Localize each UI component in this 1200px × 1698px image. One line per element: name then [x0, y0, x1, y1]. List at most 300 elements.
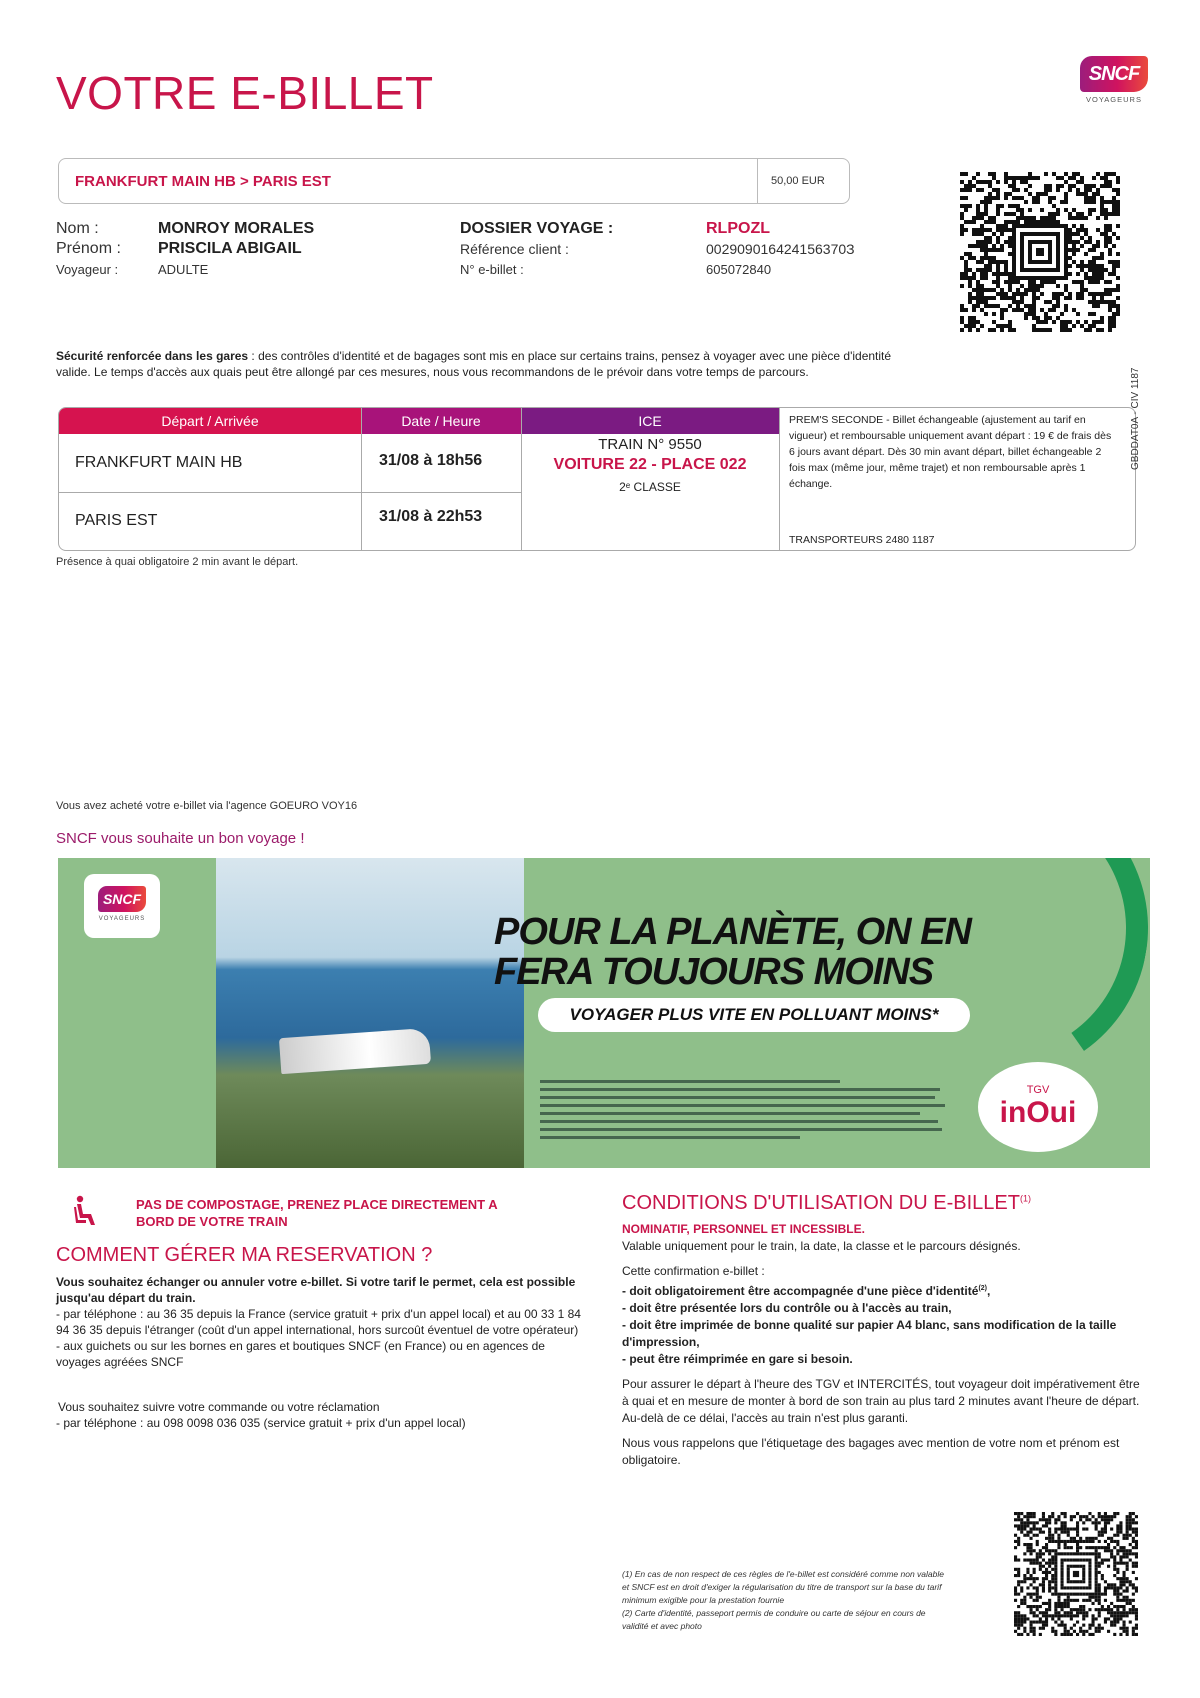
qr-module	[1068, 292, 1072, 296]
qr-module	[1020, 1524, 1023, 1527]
qr-module	[1024, 312, 1028, 316]
qr-module	[1026, 1549, 1029, 1552]
qr-module	[1057, 1534, 1060, 1537]
qr-module	[1088, 1568, 1091, 1571]
qr-module	[1020, 284, 1024, 288]
qr-module	[1000, 248, 1004, 252]
qr-module	[1028, 248, 1032, 252]
qr-module	[1070, 1614, 1073, 1617]
qr-module	[1104, 1580, 1107, 1583]
qr-module	[1067, 1630, 1070, 1633]
qr-module	[1123, 1608, 1126, 1611]
qr-module	[1079, 1537, 1082, 1540]
qr-module	[1113, 1515, 1116, 1518]
qr-module	[1119, 1583, 1122, 1586]
qr-module	[1092, 256, 1096, 260]
qr-module	[972, 320, 976, 324]
qr-module	[1085, 1518, 1088, 1521]
qr-module	[1014, 1540, 1017, 1543]
fare-conditions: PREM'S SECONDE - Billet échangeable (ajustement au tarif en vigueur) et remboursable uniquement avant départ : 19 € de frais dès 6 jours avant départ. Dès 30 min avant départ, billet échangeable 2 fois max (même jour, même trajet) et non remboursable après 1 échange.	[789, 414, 1112, 490]
qr-module	[1079, 1630, 1082, 1633]
qr-module	[1101, 1562, 1104, 1565]
qr-module	[1107, 1521, 1110, 1524]
qr-module	[1092, 276, 1096, 280]
qr-module	[1092, 1602, 1095, 1605]
qr-module	[1044, 316, 1048, 320]
qr-module	[1088, 1599, 1091, 1602]
qr-module	[1032, 280, 1036, 284]
qr-module	[1123, 1534, 1126, 1537]
qr-module	[1036, 1621, 1039, 1624]
qr-module	[1098, 1596, 1101, 1599]
qr-module	[1073, 1559, 1076, 1562]
footnote-2: (2) Carte d'identité, passeport permis de conduire ou carte de séjour en cours de validité et avec photo	[622, 1608, 926, 1631]
qr-module	[1108, 328, 1112, 332]
qr-module	[1110, 1586, 1113, 1589]
qr-module	[1023, 1543, 1026, 1546]
qr-module	[1116, 1599, 1119, 1602]
qr-module	[1017, 1543, 1020, 1546]
qr-module	[1008, 328, 1012, 332]
qr-module	[1042, 1602, 1045, 1605]
conditions-item: - doit obligatoirement être accompagnée d'une pièce d'identité$^{(2)}$,	[622, 1284, 991, 1298]
qr-module	[1061, 1524, 1064, 1527]
qr-module	[1017, 1627, 1020, 1630]
qr-module	[1008, 324, 1012, 328]
qr-module	[1012, 180, 1016, 184]
qr-module	[960, 256, 964, 260]
qr-module	[996, 192, 1000, 196]
qr-module	[1080, 288, 1084, 292]
qr-module	[1030, 1562, 1033, 1565]
qr-module	[1073, 1528, 1076, 1531]
qr-module	[1068, 212, 1072, 216]
qr-module	[1064, 1531, 1067, 1534]
qr-module	[1110, 1537, 1113, 1540]
qr-module	[1048, 220, 1052, 224]
qr-module	[1096, 320, 1100, 324]
qr-module	[1079, 1580, 1082, 1583]
qr-module	[1044, 260, 1048, 264]
qr-module	[1116, 288, 1120, 292]
qr-module	[1132, 1608, 1135, 1611]
qr-module	[1076, 1531, 1079, 1534]
qr-module	[1113, 1614, 1116, 1617]
qr-module	[1085, 1599, 1088, 1602]
qr-module	[992, 188, 996, 192]
conditions-item: - doit être présentée lors du contrôle ou à l'accès au train,	[622, 1301, 952, 1315]
qr-module	[984, 252, 988, 256]
qr-module	[1056, 252, 1060, 256]
qr-module	[1017, 1515, 1020, 1518]
qr-module	[1012, 204, 1016, 208]
qr-module	[1082, 1574, 1085, 1577]
qr-module	[984, 200, 988, 204]
qr-module	[980, 180, 984, 184]
qr-module	[1110, 1540, 1113, 1543]
route-divider	[757, 159, 758, 203]
qr-module	[1067, 1540, 1070, 1543]
qr-module	[1076, 172, 1080, 176]
qr-module	[1116, 1540, 1119, 1543]
qr-module	[1036, 1559, 1039, 1562]
ebillet-label: N° e-billet :	[460, 262, 524, 277]
qr-module	[1076, 1571, 1079, 1574]
qr-module	[1113, 1546, 1116, 1549]
qr-module	[1132, 1562, 1135, 1565]
qr-module	[1056, 264, 1060, 268]
qr-module	[1068, 176, 1072, 180]
qr-module	[1070, 1599, 1073, 1602]
qr-module	[1129, 1583, 1132, 1586]
qr-module	[980, 308, 984, 312]
qr-module	[972, 228, 976, 232]
qr-module	[1100, 208, 1104, 212]
qr-module	[1082, 1571, 1085, 1574]
qr-module	[1039, 1611, 1042, 1614]
qr-module	[1116, 188, 1120, 192]
qr-module	[1116, 1543, 1119, 1546]
qr-module	[1004, 296, 1008, 300]
qr-module	[1036, 268, 1040, 272]
qr-module	[1076, 212, 1080, 216]
qr-module	[1032, 268, 1036, 272]
qr-module	[1039, 1568, 1042, 1571]
qr-module	[1079, 1611, 1082, 1614]
qr-module	[1092, 296, 1096, 300]
qr-module	[1076, 1614, 1079, 1617]
qr-module	[1042, 1577, 1045, 1580]
qr-module	[1042, 1515, 1045, 1518]
qr-module	[1123, 1590, 1126, 1593]
qr-module	[1016, 204, 1020, 208]
qr-module	[1092, 192, 1096, 196]
qr-module	[984, 256, 988, 260]
qr-module	[1023, 1621, 1026, 1624]
qr-module	[1113, 1621, 1116, 1624]
qr-module	[1119, 1549, 1122, 1552]
qr-module	[1104, 300, 1108, 304]
qr-module	[1088, 212, 1092, 216]
qr-module	[1033, 1524, 1036, 1527]
qr-module	[1096, 304, 1100, 308]
qr-module	[960, 316, 964, 320]
qr-module	[1017, 1580, 1020, 1583]
conditions-validity: Valable uniquement pour le train, la date, la classe et le parcours désignés.	[622, 1239, 1021, 1253]
qr-module	[1039, 1562, 1042, 1565]
qr-module	[984, 228, 988, 232]
qr-module	[1067, 1565, 1070, 1568]
qr-module	[996, 204, 1000, 208]
qr-module	[1082, 1568, 1085, 1571]
qr-module	[1104, 292, 1108, 296]
qr-module	[992, 280, 996, 284]
qr-module	[1092, 1552, 1095, 1555]
qr-module	[1024, 316, 1028, 320]
qr-module	[1108, 240, 1112, 244]
qr-module	[1033, 1568, 1036, 1571]
qr-module	[1020, 1617, 1023, 1620]
qr-module	[1126, 1555, 1129, 1558]
qr-module	[1119, 1580, 1122, 1583]
dossier-label: DOSSIER VOYAGE :	[460, 220, 614, 237]
qr-module	[960, 180, 964, 184]
qr-module	[1064, 1515, 1067, 1518]
qr-module	[1116, 212, 1120, 216]
qr-module	[1064, 1630, 1067, 1633]
manage-booking-body	[56, 1274, 586, 1370]
qr-module	[1048, 1599, 1051, 1602]
qr-module	[984, 288, 988, 292]
qr-module	[1040, 268, 1044, 272]
qr-module	[1126, 1518, 1129, 1521]
qr-module	[1076, 272, 1080, 276]
qr-module	[1064, 252, 1068, 256]
qr-module	[1045, 1571, 1048, 1574]
qr-module	[1088, 324, 1092, 328]
qr-module	[1051, 1614, 1054, 1617]
qr-module	[1076, 248, 1080, 252]
qr-module	[972, 316, 976, 320]
qr-module	[1048, 1515, 1051, 1518]
qr-module	[1028, 184, 1032, 188]
qr-module	[1116, 252, 1120, 256]
qr-module	[1076, 1586, 1079, 1589]
qr-module	[980, 296, 984, 300]
qr-module	[1073, 1624, 1076, 1627]
qr-module	[1096, 264, 1100, 268]
qr-module	[1051, 1617, 1054, 1620]
qr-module	[1056, 296, 1060, 300]
qr-module	[964, 220, 968, 224]
qr-module	[1036, 248, 1040, 252]
qr-module	[1082, 1586, 1085, 1589]
qr-module	[1104, 216, 1108, 220]
qr-module	[1048, 1580, 1051, 1583]
qr-module	[1014, 1568, 1017, 1571]
qr-module	[980, 244, 984, 248]
qr-module	[1116, 1590, 1119, 1593]
qr-module	[1067, 1577, 1070, 1580]
qr-module	[1119, 1599, 1122, 1602]
qr-module	[1045, 1537, 1048, 1540]
qr-module	[1068, 236, 1072, 240]
qr-module	[1101, 1608, 1104, 1611]
qr-module	[1112, 312, 1116, 316]
qr-module	[1082, 1552, 1085, 1555]
qr-module	[1076, 1574, 1079, 1577]
qr-module	[1119, 1577, 1122, 1580]
table-divider	[361, 408, 362, 551]
qr-module	[1048, 1518, 1051, 1521]
qr-module	[1044, 220, 1048, 224]
conditions-confirmation-title: Cette confirmation e-billet :	[622, 1264, 765, 1278]
qr-module	[1135, 1633, 1138, 1636]
qr-module	[1020, 1521, 1023, 1524]
qr-module	[1088, 240, 1092, 244]
qr-module	[1088, 292, 1092, 296]
qr-module	[1023, 1534, 1026, 1537]
qr-module	[1098, 1531, 1101, 1534]
qr-module	[1076, 264, 1080, 268]
qr-module	[1060, 176, 1064, 180]
qr-module	[1098, 1546, 1101, 1549]
qr-module	[960, 188, 964, 192]
qr-module	[1070, 1593, 1073, 1596]
qr-module	[1113, 1565, 1116, 1568]
qr-module	[1067, 1614, 1070, 1617]
qr-module	[1079, 1586, 1082, 1589]
qr-module	[1092, 1621, 1095, 1624]
qr-module	[1123, 1605, 1126, 1608]
qr-module	[1026, 1518, 1029, 1521]
qr-module	[1017, 1568, 1020, 1571]
qr-module	[1033, 1549, 1036, 1552]
qr-module	[1064, 272, 1068, 276]
qr-module	[1028, 216, 1032, 220]
qr-module	[960, 228, 964, 232]
qr-module	[1045, 1521, 1048, 1524]
qr-module	[1067, 1574, 1070, 1577]
qr-module	[964, 276, 968, 280]
qr-module	[1098, 1571, 1101, 1574]
qr-module	[996, 272, 1000, 276]
qr-module	[1126, 1521, 1129, 1524]
qr-module	[1004, 220, 1008, 224]
qr-module	[1112, 208, 1116, 212]
qr-module	[1070, 1586, 1073, 1589]
qr-module	[1028, 172, 1032, 176]
qr-module	[1004, 280, 1008, 284]
qr-module	[1068, 248, 1072, 252]
qr-module	[1044, 328, 1048, 332]
qr-module	[1017, 1614, 1020, 1617]
qr-module	[968, 284, 972, 288]
qr-module	[1104, 1512, 1107, 1515]
qr-module	[1056, 292, 1060, 296]
qr-module	[1132, 1528, 1135, 1531]
fine-print-line	[540, 1120, 938, 1123]
qr-module	[1119, 1611, 1122, 1614]
qr-module	[1126, 1586, 1129, 1589]
qr-module	[980, 224, 984, 228]
qr-module	[1080, 228, 1084, 232]
qr-module	[1039, 1565, 1042, 1568]
qr-module	[1079, 1540, 1082, 1543]
qr-module	[1076, 320, 1080, 324]
qr-module	[1051, 1515, 1054, 1518]
qr-module	[1112, 172, 1116, 176]
qr-module	[1028, 220, 1032, 224]
qr-module	[1135, 1608, 1138, 1611]
qr-module	[1004, 260, 1008, 264]
qr-module	[960, 224, 964, 228]
qr-module	[1116, 1586, 1119, 1589]
qr-module	[1016, 216, 1020, 220]
qr-module	[1017, 1524, 1020, 1527]
qr-module	[1028, 176, 1032, 180]
qr-module	[1039, 1596, 1042, 1599]
qr-module	[1056, 240, 1060, 244]
qr-module	[1119, 1562, 1122, 1565]
qr-module	[1076, 240, 1080, 244]
qr-module	[1004, 268, 1008, 272]
qr-module	[1040, 276, 1044, 280]
qr-module	[1048, 308, 1052, 312]
qr-module	[1000, 260, 1004, 264]
qr-module	[1070, 1580, 1073, 1583]
qr-module	[972, 244, 976, 248]
qr-module	[1076, 280, 1080, 284]
qr-module	[1051, 1559, 1054, 1562]
qr-module	[1057, 1515, 1060, 1518]
qr-module	[988, 236, 992, 240]
qr-module	[1054, 1531, 1057, 1534]
qr-module	[1135, 1540, 1138, 1543]
qr-module	[1026, 1531, 1029, 1534]
arrival-station: PARIS EST	[75, 512, 158, 529]
qr-module	[1067, 1580, 1070, 1583]
qr-module	[1023, 1521, 1026, 1524]
qr-module	[1112, 204, 1116, 208]
qr-module	[1036, 284, 1040, 288]
qr-module	[1054, 1605, 1057, 1608]
qr-module	[1048, 300, 1052, 304]
qr-module	[1014, 1574, 1017, 1577]
qr-module	[1061, 1571, 1064, 1574]
qr-module	[1098, 1512, 1101, 1515]
qr-module	[1095, 1574, 1098, 1577]
qr-module	[1008, 204, 1012, 208]
qr-module	[1084, 264, 1088, 268]
qr-module	[1061, 1605, 1064, 1608]
qr-module	[1023, 1580, 1026, 1583]
qr-module	[968, 324, 972, 328]
qr-module	[1040, 232, 1044, 236]
qr-module	[1064, 236, 1068, 240]
carriers: TRANSPORTEURS 2480 1187	[789, 534, 935, 546]
qr-module	[1088, 1552, 1091, 1555]
conditions-departure-note: Au-delà de ce délai, l'accès au train n'est plus garanti.	[622, 1411, 909, 1425]
qr-module	[1108, 292, 1112, 296]
qr-module	[1033, 1586, 1036, 1589]
qr-module	[1044, 300, 1048, 304]
qr-module	[1060, 324, 1064, 328]
qr-module	[1064, 1521, 1067, 1524]
qr-module	[1028, 244, 1032, 248]
qr-module	[1108, 320, 1112, 324]
qr-module	[1084, 272, 1088, 276]
qr-module	[1057, 1617, 1060, 1620]
voyageur-value: ADULTE	[158, 262, 209, 277]
qr-module	[984, 296, 988, 300]
qr-module	[1116, 1512, 1119, 1515]
qr-module	[1101, 1577, 1104, 1580]
qr-module	[1014, 1534, 1017, 1537]
qr-module	[1008, 320, 1012, 324]
qr-module	[968, 256, 972, 260]
qr-module	[1061, 1614, 1064, 1617]
qr-module	[1123, 1571, 1126, 1574]
qr-module	[1116, 204, 1120, 208]
qr-module	[1092, 312, 1096, 316]
qr-module	[1023, 1630, 1026, 1633]
qr-module	[1076, 312, 1080, 316]
qr-module	[1057, 1611, 1060, 1614]
qr-module	[1042, 1559, 1045, 1562]
qr-module	[1017, 1624, 1020, 1627]
qr-module	[1088, 264, 1092, 268]
